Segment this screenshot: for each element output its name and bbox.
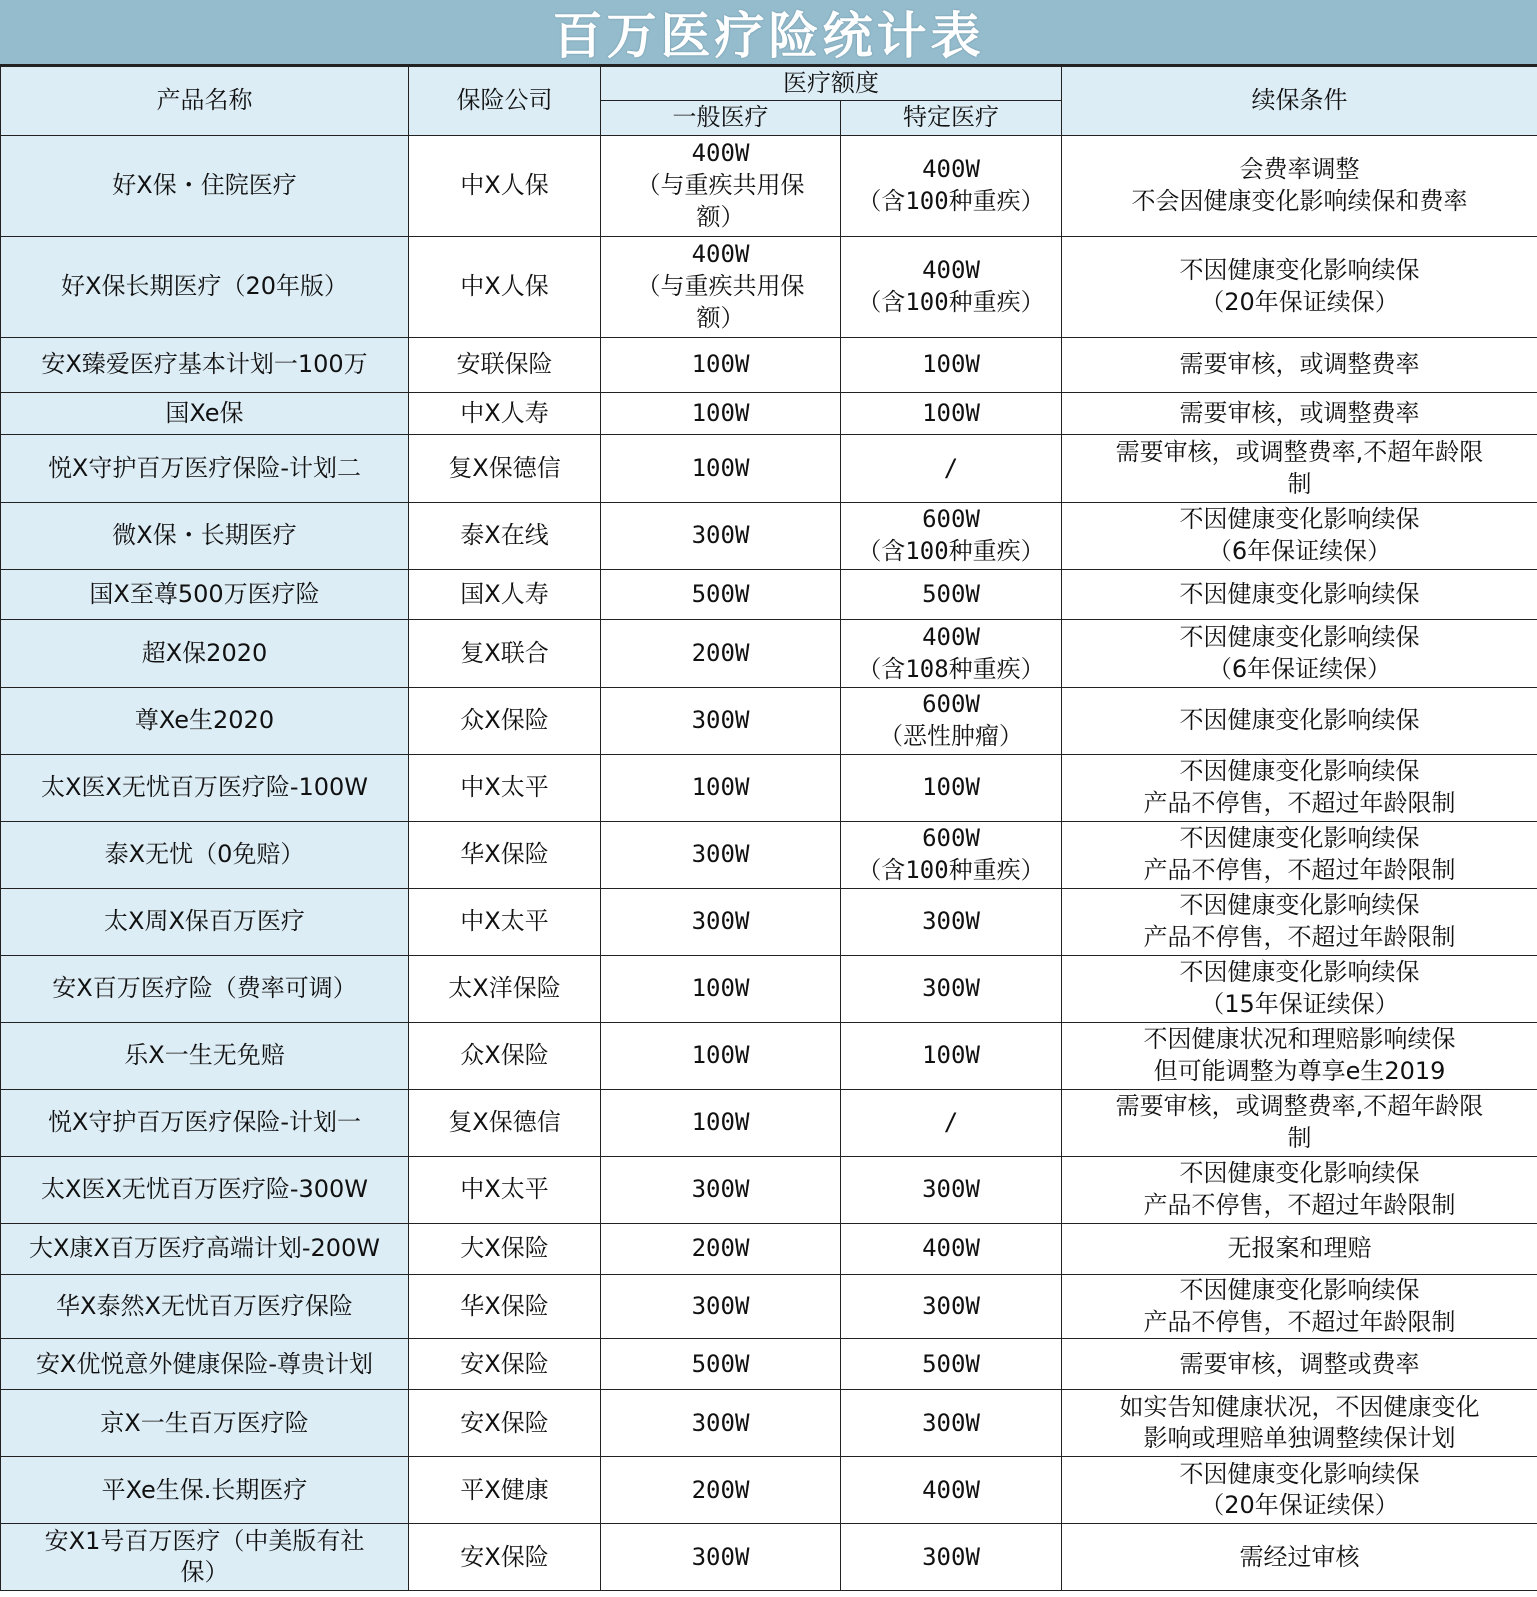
product-name-cell: 乐X一生无免赔: [1, 1023, 409, 1090]
product-name-cell: 太X医X无忧百万医疗险-300W: [1, 1157, 409, 1224]
header-product: 产品名称: [1, 67, 409, 136]
product-name-cell: 安X优悦意外健康保险-尊贵计划: [1, 1339, 409, 1390]
specific-coverage-cell: 100W: [841, 393, 1062, 435]
general-coverage-cell: 100W: [601, 393, 841, 435]
general-coverage-cell: 300W: [601, 822, 841, 889]
table-row: [1, 688, 1537, 755]
specific-coverage-cell: 600W （含100种重疾）: [841, 503, 1062, 570]
specific-coverage-cell: /: [841, 1090, 1062, 1157]
company-cell: 众X保险: [409, 1023, 601, 1090]
general-coverage-cell: 100W: [601, 755, 841, 822]
renewal-condition-cell: 不因健康变化影响续保: [1062, 688, 1537, 755]
company-cell: 安联保险: [409, 338, 601, 393]
general-coverage-cell: 300W: [601, 1275, 841, 1339]
general-coverage-cell: 300W: [601, 1157, 841, 1224]
renewal-condition-cell: 会费率调整 不会因健康变化影响续保和费率: [1062, 136, 1537, 237]
general-coverage-cell: 200W: [601, 1457, 841, 1524]
insurance-table: [0, 66, 1537, 1591]
table-row: [1, 1023, 1537, 1090]
specific-coverage-cell: 500W: [841, 570, 1062, 620]
page-title: 百万医疗险统计表: [552, 7, 985, 65]
table-header: [1, 67, 1537, 136]
renewal-condition-cell: 不因健康变化影响续保 产品不停售，不超过年龄限制: [1062, 1275, 1537, 1339]
renewal-condition-cell: 需要审核，或调整费率: [1062, 393, 1537, 435]
header-specific: 特定医疗: [841, 101, 1062, 136]
product-name-cell: 尊Xe生2020: [1, 688, 409, 755]
header-renewal: 续保条件: [1062, 67, 1537, 136]
specific-coverage-cell: 300W: [841, 1275, 1062, 1339]
general-coverage-cell: 300W: [601, 503, 841, 570]
company-cell: 中X太平: [409, 889, 601, 956]
specific-coverage-cell: 400W: [841, 1457, 1062, 1524]
company-cell: 中X太平: [409, 755, 601, 822]
renewal-condition-cell: 不因健康变化影响续保 产品不停售，不超过年龄限制: [1062, 822, 1537, 889]
table-row: [1, 136, 1537, 237]
renewal-condition-cell: 不因健康状况和理赔影响续保 但可能调整为尊享e生2019: [1062, 1023, 1537, 1090]
table-row: [1, 956, 1537, 1023]
header-coverage: 医疗额度: [601, 67, 1062, 101]
header-company: 保险公司: [409, 67, 601, 136]
company-cell: 众X保险: [409, 688, 601, 755]
renewal-condition-cell: 需经过审核: [1062, 1524, 1537, 1591]
table-row: [1, 338, 1537, 393]
specific-coverage-cell: 300W: [841, 889, 1062, 956]
table-row: [1, 889, 1537, 956]
table-row: [1, 1157, 1537, 1224]
company-cell: 复X保德信: [409, 435, 601, 503]
table-row: [1, 503, 1537, 570]
company-cell: 中X太平: [409, 1157, 601, 1224]
general-coverage-cell: 400W （与重疾共用保 额）: [601, 136, 841, 237]
renewal-condition-cell: 无报案和理赔: [1062, 1224, 1537, 1275]
product-name-cell: 安X百万医疗险（费率可调）: [1, 956, 409, 1023]
general-coverage-cell: 100W: [601, 338, 841, 393]
product-name-cell: 好X保长期医疗（20年版）: [1, 237, 409, 338]
general-coverage-cell: 400W （与重疾共用保 额）: [601, 237, 841, 338]
product-name-cell: 悦X守护百万医疗保险-计划二: [1, 435, 409, 503]
specific-coverage-cell: 400W （含100种重疾）: [841, 136, 1062, 237]
general-coverage-cell: 100W: [601, 956, 841, 1023]
general-coverage-cell: 100W: [601, 1090, 841, 1157]
product-name-cell: 超X保2020: [1, 620, 409, 688]
company-cell: 安X保险: [409, 1390, 601, 1457]
product-name-cell: 安X1号百万医疗（中美版有社 保）: [1, 1524, 409, 1591]
specific-coverage-cell: 300W: [841, 1157, 1062, 1224]
company-cell: 国X人寿: [409, 570, 601, 620]
table-row: [1, 1275, 1537, 1339]
company-cell: 太X洋保险: [409, 956, 601, 1023]
company-cell: 华X保险: [409, 822, 601, 889]
company-cell: 大X保险: [409, 1224, 601, 1275]
specific-coverage-cell: 100W: [841, 338, 1062, 393]
product-name-cell: 悦X守护百万医疗保险-计划一: [1, 1090, 409, 1157]
product-name-cell: 京X一生百万医疗险: [1, 1390, 409, 1457]
specific-coverage-cell: 400W （含108种重疾）: [841, 620, 1062, 688]
renewal-condition-cell: 不因健康变化影响续保: [1062, 570, 1537, 620]
product-name-cell: 安X臻爱医疗基本计划一100万: [1, 338, 409, 393]
renewal-condition-cell: 需要审核，或调整费率,不超年龄限 制: [1062, 1090, 1537, 1157]
renewal-condition-cell: 不因健康变化影响续保 （6年保证续保）: [1062, 620, 1537, 688]
company-cell: 复X联合: [409, 620, 601, 688]
renewal-condition-cell: 需要审核，或调整费率,不超年龄限 制: [1062, 435, 1537, 503]
renewal-condition-cell: 需要审核，调整或费率: [1062, 1339, 1537, 1390]
product-name-cell: 微X保・长期医疗: [1, 503, 409, 570]
specific-coverage-cell: 300W: [841, 1390, 1062, 1457]
company-cell: 中X人保: [409, 136, 601, 237]
general-coverage-cell: 300W: [601, 688, 841, 755]
table-row: [1, 1524, 1537, 1591]
product-name-cell: 平Xe生保.长期医疗: [1, 1457, 409, 1524]
renewal-condition-cell: 如实告知健康状况，不因健康变化 影响或理赔单独调整续保计划: [1062, 1390, 1537, 1457]
renewal-condition-cell: 不因健康变化影响续保 （15年保证续保）: [1062, 956, 1537, 1023]
table-row: [1, 1339, 1537, 1390]
company-cell: 安X保险: [409, 1339, 601, 1390]
specific-coverage-cell: 400W （含100种重疾）: [841, 237, 1062, 338]
table-row: [1, 620, 1537, 688]
table-row: [1, 570, 1537, 620]
general-coverage-cell: 100W: [601, 435, 841, 503]
general-coverage-cell: 200W: [601, 1224, 841, 1275]
table-body: [1, 136, 1537, 1591]
general-coverage-cell: 200W: [601, 620, 841, 688]
renewal-condition-cell: 不因健康变化影响续保 产品不停售，不超过年龄限制: [1062, 1157, 1537, 1224]
general-coverage-cell: 500W: [601, 1339, 841, 1390]
table-row: [1, 1457, 1537, 1524]
table-row: [1, 755, 1537, 822]
title-bar: [0, 0, 1537, 66]
product-name-cell: 太X医X无忧百万医疗险-100W: [1, 755, 409, 822]
table-row: [1, 1390, 1537, 1457]
table-row: [1, 822, 1537, 889]
general-coverage-cell: 300W: [601, 1390, 841, 1457]
company-cell: 安X保险: [409, 1524, 601, 1591]
product-name-cell: 大X康X百万医疗高端计划-200W: [1, 1224, 409, 1275]
table-row: [1, 393, 1537, 435]
renewal-condition-cell: 不因健康变化影响续保 （20年保证续保）: [1062, 237, 1537, 338]
specific-coverage-cell: 300W: [841, 1524, 1062, 1591]
renewal-condition-cell: 需要审核，或调整费率: [1062, 338, 1537, 393]
company-cell: 复X保德信: [409, 1090, 601, 1157]
company-cell: 泰X在线: [409, 503, 601, 570]
table-row: [1, 237, 1537, 338]
specific-coverage-cell: 300W: [841, 956, 1062, 1023]
table-row: [1, 1090, 1537, 1157]
product-name-cell: 国X至尊500万医疗险: [1, 570, 409, 620]
specific-coverage-cell: /: [841, 435, 1062, 503]
table-row: [1, 435, 1537, 503]
renewal-condition-cell: 不因健康变化影响续保 （6年保证续保）: [1062, 503, 1537, 570]
specific-coverage-cell: 100W: [841, 1023, 1062, 1090]
specific-coverage-cell: 100W: [841, 755, 1062, 822]
product-name-cell: 国Xe保: [1, 393, 409, 435]
general-coverage-cell: 100W: [601, 1023, 841, 1090]
specific-coverage-cell: 400W: [841, 1224, 1062, 1275]
product-name-cell: 泰X无忧（0免赔）: [1, 822, 409, 889]
product-name-cell: 太X周X保百万医疗: [1, 889, 409, 956]
general-coverage-cell: 300W: [601, 1524, 841, 1591]
company-cell: 中X人保: [409, 237, 601, 338]
header-general: 一般医疗: [601, 101, 841, 136]
product-name-cell: 好X保・住院医疗: [1, 136, 409, 237]
renewal-condition-cell: 不因健康变化影响续保 （20年保证续保）: [1062, 1457, 1537, 1524]
specific-coverage-cell: 500W: [841, 1339, 1062, 1390]
general-coverage-cell: 300W: [601, 889, 841, 956]
company-cell: 华X保险: [409, 1275, 601, 1339]
table-row: [1, 1224, 1537, 1275]
specific-coverage-cell: 600W （恶性肿瘤）: [841, 688, 1062, 755]
renewal-condition-cell: 不因健康变化影响续保 产品不停售，不超过年龄限制: [1062, 889, 1537, 956]
company-cell: 中X人寿: [409, 393, 601, 435]
renewal-condition-cell: 不因健康变化影响续保 产品不停售，不超过年龄限制: [1062, 755, 1537, 822]
specific-coverage-cell: 600W （含100种重疾）: [841, 822, 1062, 889]
company-cell: 平X健康: [409, 1457, 601, 1524]
general-coverage-cell: 500W: [601, 570, 841, 620]
product-name-cell: 华X泰然X无忧百万医疗保险: [1, 1275, 409, 1339]
